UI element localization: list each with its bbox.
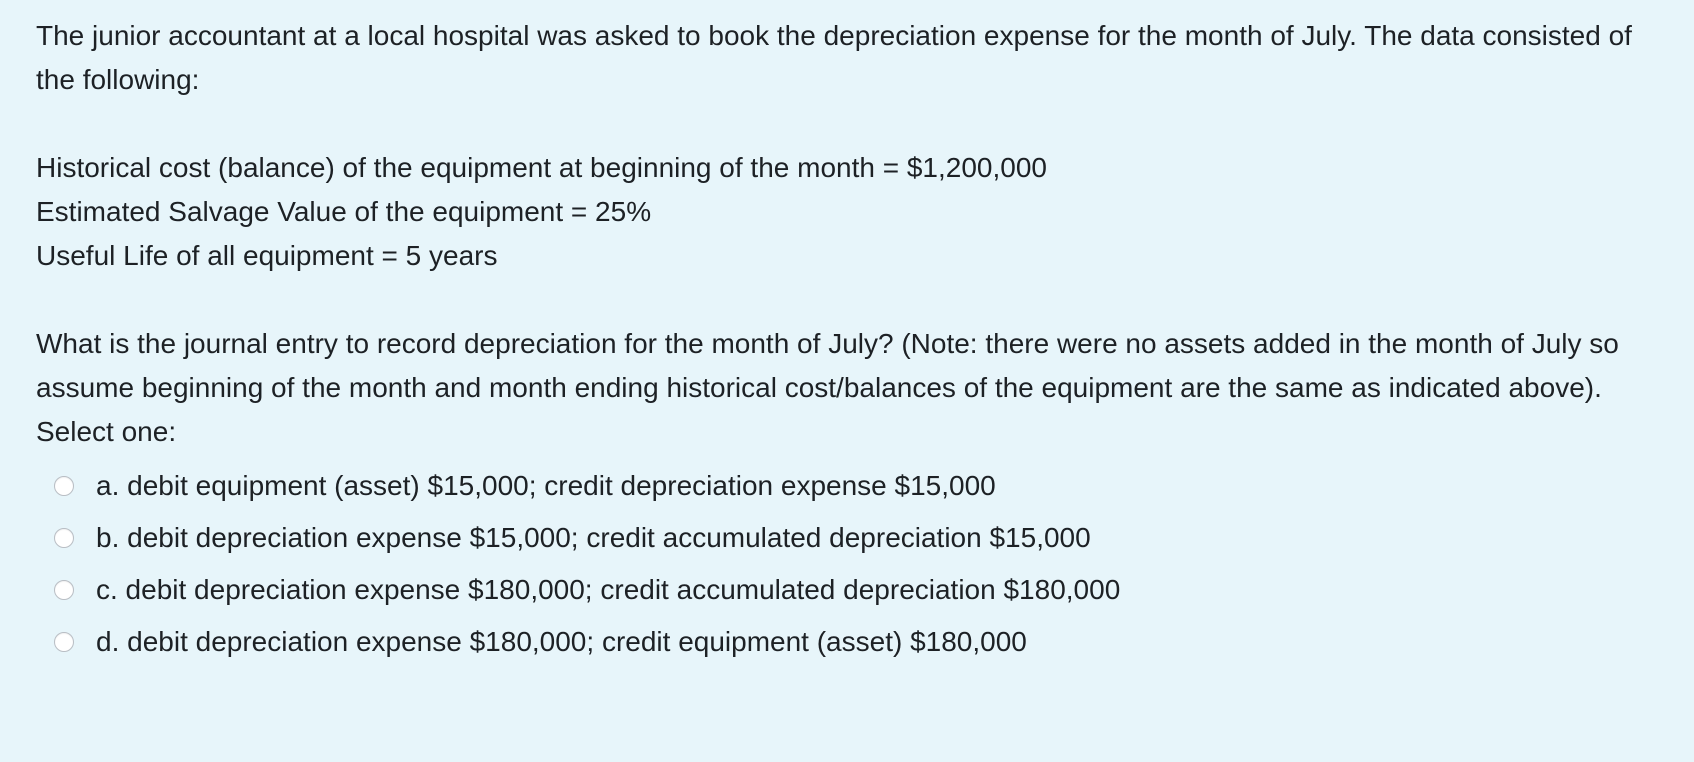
answer-option-b[interactable] [36,512,1666,564]
question-data-list [36,146,1666,278]
answer-text-c[interactable]: c. debit depreciation expense $180,000; credit accumulated depreciation $180,000 [96,574,1121,605]
spacer [36,278,1666,322]
question-block [36,14,1666,668]
radio-button-c[interactable] [54,580,74,600]
radio-button-d[interactable] [54,632,74,652]
answer-option-a[interactable] [36,460,1666,512]
answer-option-d[interactable] [36,616,1666,668]
answer-options [36,460,1666,668]
radio-button-b[interactable] [54,528,74,548]
radio-button-a[interactable] [54,476,74,496]
question-prompt: What is the journal entry to record depreciation for the month of July? (Note: there were no assets added in the month of July so assume beginning of the month and month ending historical cost/balances of the equipment are the same as indicated above). [36,328,1619,403]
question-intro: The junior accountant at a local hospital was asked to book the depreciation expense for the month of July. The data consisted of the following: [36,20,1632,95]
spacer [36,102,1666,146]
answer-text-b[interactable]: b. debit depreciation expense $15,000; credit accumulated depreciation $15,000 [96,522,1091,553]
data-line-useful-life: Useful Life of all equipment = 5 years [36,240,498,271]
data-line-historical-cost: Historical cost (balance) of the equipment at beginning of the month = $1,200,000 [36,152,1047,183]
answer-text-d[interactable]: d. debit depreciation expense $180,000; credit equipment (asset) $180,000 [96,626,1027,657]
data-line-salvage-value: Estimated Salvage Value of the equipment = 25% [36,196,652,227]
answer-text-a[interactable]: a. debit equipment (asset) $15,000; credit depreciation expense $15,000 [96,470,996,501]
answer-option-c[interactable] [36,564,1666,616]
select-one-label: Select one: [36,416,177,447]
